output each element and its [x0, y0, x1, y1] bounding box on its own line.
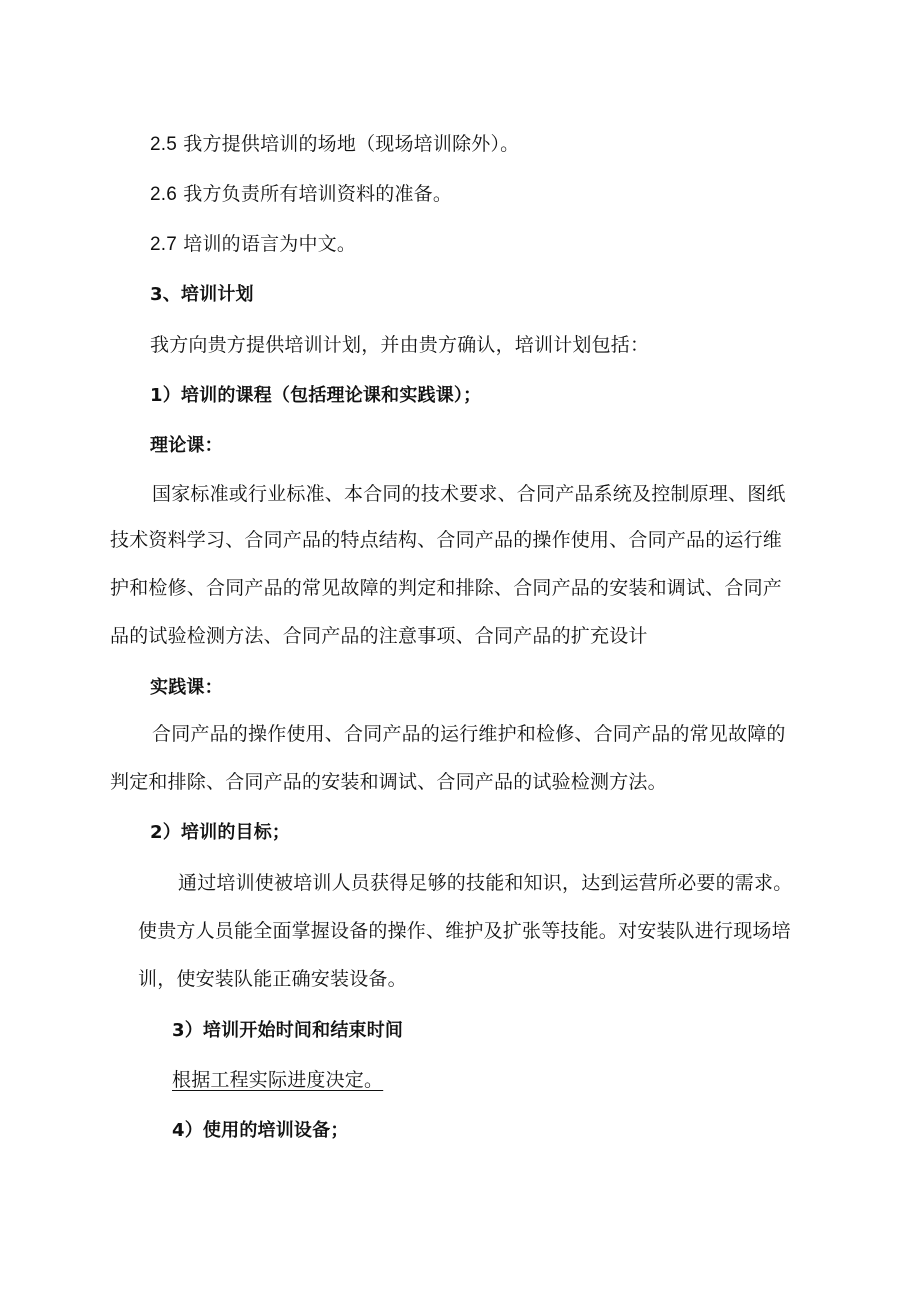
item-number: 2.7 — [150, 234, 178, 255]
item-4-heading: 4）使用的培训设备； — [172, 1120, 349, 1141]
section-3-heading: 3、培训计划 — [150, 284, 254, 305]
practice-label: 实践课： — [150, 677, 223, 698]
theory-line-3: 护和检修、合同产品的常见故障的判定和排除、合同产品的安装和调试、合同产 — [110, 577, 783, 599]
item-1-heading: 1）培训的课程（包括理论课和实践课）； — [150, 385, 482, 406]
item-number: 2.6 — [150, 184, 178, 205]
practice-line-1: 合同产品的操作使用、合同产品的运行维护和检修、合同产品的常见故障的 — [152, 723, 786, 745]
item-2-heading: 2）培训的目标； — [150, 822, 291, 843]
item-number: 2.5 — [150, 134, 178, 155]
practice-line-2: 判定和排除、合同产品的安装和调试、合同产品的试验检测方法。 — [110, 771, 667, 793]
goal-line-3: 训，使安装队能正确安装设备。 — [138, 968, 407, 990]
item-2-7 — [150, 232, 356, 257]
item-3-heading: 3）培训开始时间和结束时间 — [172, 1020, 404, 1041]
goal-line-1: 通过培训使被培训人员获得足够的技能和知识，达到运营所必要的需求。 — [178, 872, 793, 894]
item-3-text: 根据工程实际进度决定。 — [172, 1069, 384, 1091]
theory-line-2: 技术资料学习、合同产品的特点结构、合同产品的操作使用、合同产品的运行维 — [110, 529, 783, 551]
item-2-5 — [150, 132, 519, 157]
item-text: 培训的语言为中文。 — [183, 233, 357, 255]
theory-line-4: 品的试验检测方法、合同产品的注意事项、合同产品的扩充设计 — [110, 625, 648, 647]
item-text: 我方提供培训的场地（现场培训除外）。 — [183, 133, 520, 155]
item-2-6 — [150, 182, 452, 207]
section-3-intro: 我方向贵方提供培训计划，并由贵方确认，培训计划包括： — [150, 334, 650, 356]
theory-label: 理论课： — [150, 435, 223, 456]
theory-line-1: 国家标准或行业标准、本合同的技术要求、合同产品系统及控制原理、图纸 — [152, 483, 786, 505]
item-text: 我方负责所有培训资料的准备。 — [183, 183, 453, 205]
goal-line-2: 使贵方人员能全面掌握设备的操作、维护及扩张等技能。对安装队进行现场培 — [138, 920, 791, 942]
